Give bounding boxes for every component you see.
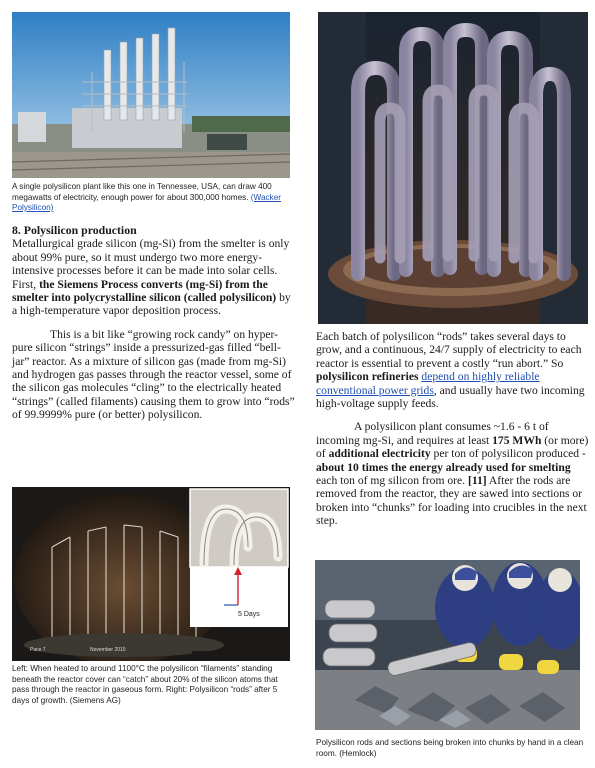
plant-caption-text: A single polysilicon plant like this one in Tennessee, USA, can draw 400 megawatts of electricity, enough power for about 300,000 homes.	[12, 182, 272, 202]
polysilicon-rods-photo	[318, 12, 588, 324]
section-heading: 8. Polysilicon production	[12, 223, 137, 237]
clean-room-illustration	[315, 560, 580, 730]
wacker-source-link[interactable]: (Wacker Polysilicon)	[12, 192, 281, 212]
paragraph-1: Metallurgical grade silicon (mg-Si) from the smelter is only about 99% pure, so it must undergo two more energy-intensive processes before it can be made into solar cells. First, the Siemens Process converts (mg-Si) from the smelter into polycrystalline silicon (called polysilicon) by a high-temperature vapor deposition process.	[12, 237, 291, 318]
polysilicon-plant-photo	[12, 12, 290, 178]
clean-room-photo	[315, 560, 580, 730]
photo-date-left: Pace 7	[30, 647, 46, 653]
reactor-photo	[12, 487, 290, 661]
paragraph-4: A polysilicon plant consumes ~1.6 - 6 t of incoming mg-Si, and requires at least 175 MWh (or more) of additional electricity per ton of polysilicon produced - about 10 times the energy already used for smelting each ton of mg silicon from ore. [11] After the rods are removed from the reactor, they are sawed into sections or broken into “chunks” for loading into crucibles in the next step.	[316, 420, 589, 528]
plant-illustration	[12, 12, 290, 178]
inset-days-label: 5 Days	[238, 611, 260, 618]
refineries-highlight: polysilicon refineries	[316, 370, 419, 384]
clean-room-caption: Polysilicon rods and sections being broken into chunks by hand in a clean room. (Hemlock)	[316, 738, 584, 758]
reactor-photo-caption: Left: When heated to around 1100°C the polysilicon “filaments” standing beneath the reactor cover can “catch” about 20% of the silicon atoms that pass through the reactor in gaseous form. Right: Polysilicon “rods” after 5 days of growth. (Siemens AG)	[12, 664, 278, 705]
photo-date-mid: November 2010	[90, 647, 126, 653]
paragraph-2: This is a bit like “growing rock candy” on hyper-pure silicon “strings” inside a pressurized-gas filled “bell-jar” reactor. As a mixture of silicon gas (made from mg-Si) and hydrogen gas passes through the reactor vessel, some of the silicon gas molecules “cling” to the electrically heated “strings” (called filaments) causing them to grow into “rods” of 99.9999% pure (or better) polysilicon.	[12, 327, 295, 422]
paragraph-3: Each batch of polysilicon “rods” takes several days to grow, and a continuous, 24/7 supply of electricity to each reactor is essential to prevent a costly “run abort.” So polysilicon refineries depend on highly reliable conventional power grids, and usually have two incoming high-voltage supply feeds.	[316, 330, 585, 411]
plant-photo-caption	[12, 182, 292, 214]
rods-illustration	[318, 12, 588, 324]
siemens-process-highlight: the Siemens Process converts (mg-Si) from the smelter into polycrystalline silicon (called polysilicon)	[12, 277, 277, 305]
reactor-illustration	[12, 487, 290, 661]
polysilicon-section	[12, 224, 298, 422]
reference-11: [11]	[467, 474, 487, 488]
power-grids-link[interactable]: depend on highly reliable conventional power grids	[316, 370, 540, 397]
right-column-text	[316, 330, 590, 528]
